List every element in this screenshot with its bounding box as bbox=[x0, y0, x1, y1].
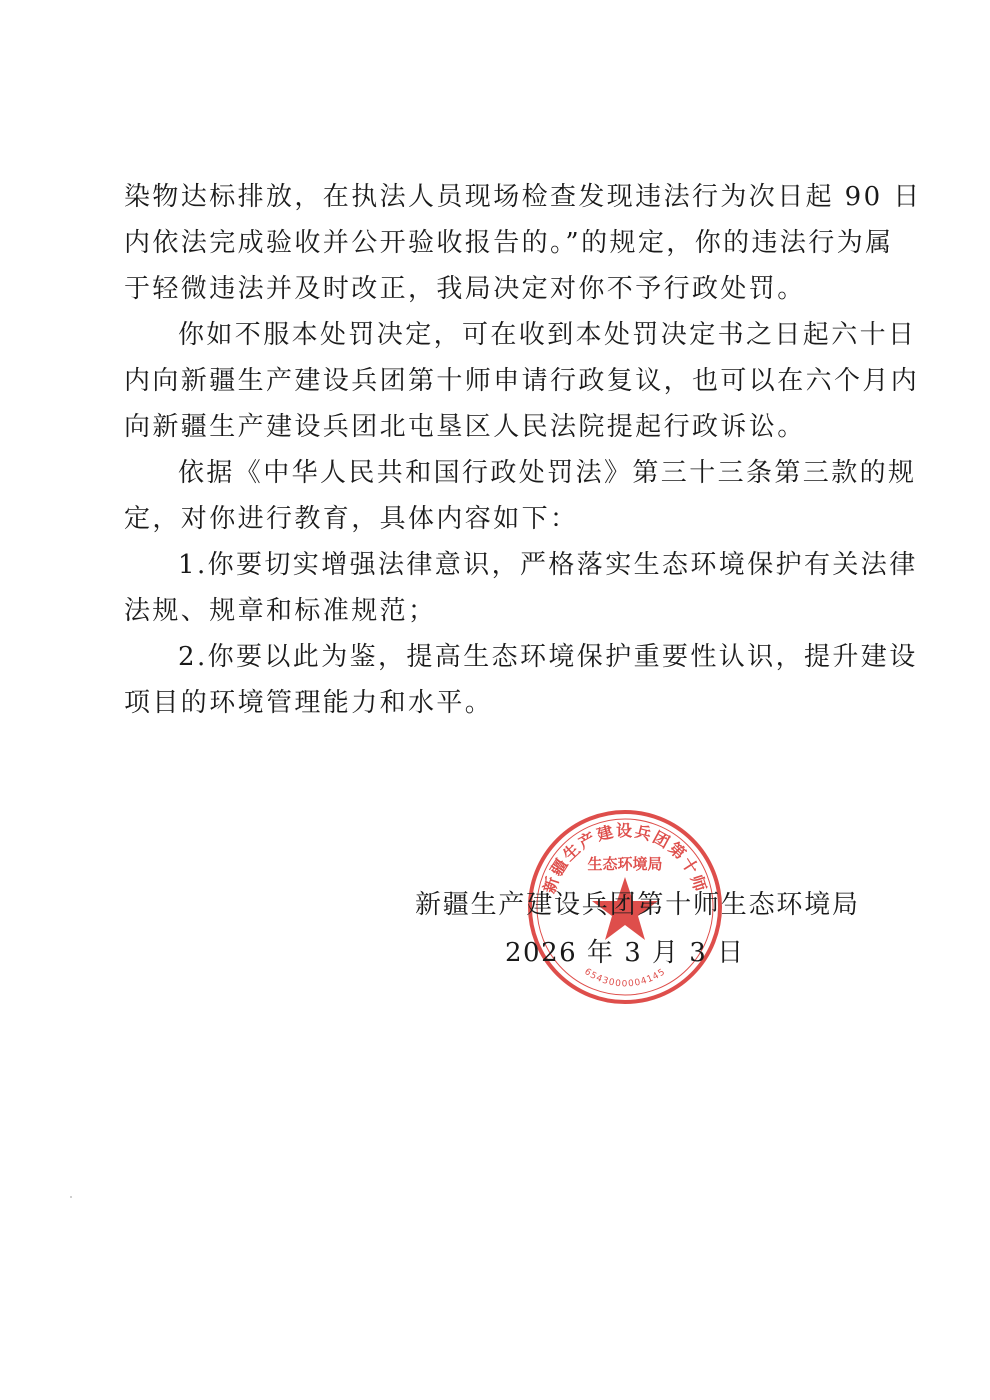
text-line: 定，对你进行教育，具体内容如下： bbox=[124, 504, 579, 534]
paragraph-item-1 bbox=[124, 542, 918, 634]
svg-text:6543000004145 bbox=[582, 967, 667, 989]
text-line: 项目的环境管理能力和水平。 bbox=[124, 688, 494, 718]
paragraph-appeal-rights bbox=[124, 312, 920, 450]
signature-date: 2026 年 3 月 3 日 bbox=[505, 938, 745, 968]
text-line: 向新疆生产建设兵团北屯垦区人民法院提起行政诉讼。 bbox=[124, 412, 806, 442]
paragraph-continuation bbox=[124, 174, 922, 312]
seal-outer-text: 新疆生产建设兵团第十师 bbox=[539, 821, 711, 896]
text-line: 法规、规章和标准规范； bbox=[124, 596, 437, 626]
seal-code-text: 6543000004145 bbox=[582, 966, 668, 990]
signature-organization: 新疆生产建设兵团第十师生态环境局 bbox=[415, 890, 860, 920]
document-body bbox=[124, 174, 922, 726]
text-line: 内向新疆生产建设兵团第十师申请行政复议，也可以在六个月内 bbox=[124, 366, 920, 396]
text-line: 你如不服本处罚决定，可在收到本处罚决定书之日起六十日 bbox=[178, 320, 917, 350]
seal-inner-text: 生态环境局 bbox=[587, 855, 663, 873]
text-line: 依据《中华人民共和国行政处罚法》第三十三条第三款的规 bbox=[178, 458, 917, 488]
paragraph-legal-basis bbox=[124, 450, 917, 542]
text-line: 染物达标排放，在执法人员现场检查发现违法行为次日起 90 日 bbox=[124, 182, 922, 212]
scan-artifact bbox=[70, 1196, 72, 1198]
text-line: 于轻微违法并及时改正，我局决定对你不予行政处罚。 bbox=[124, 274, 806, 304]
text-line: 2.你要以此为鉴，提高生态环境保护重要性认识，提升建设 bbox=[178, 642, 918, 672]
paragraph-item-2 bbox=[124, 634, 918, 726]
text-line: 1.你要切实增强法律意识，严格落实生态环境保护有关法律 bbox=[178, 550, 918, 580]
text-line: 内依法完成验收并公开验收报告的。”的规定，你的违法行为属 bbox=[124, 228, 894, 258]
